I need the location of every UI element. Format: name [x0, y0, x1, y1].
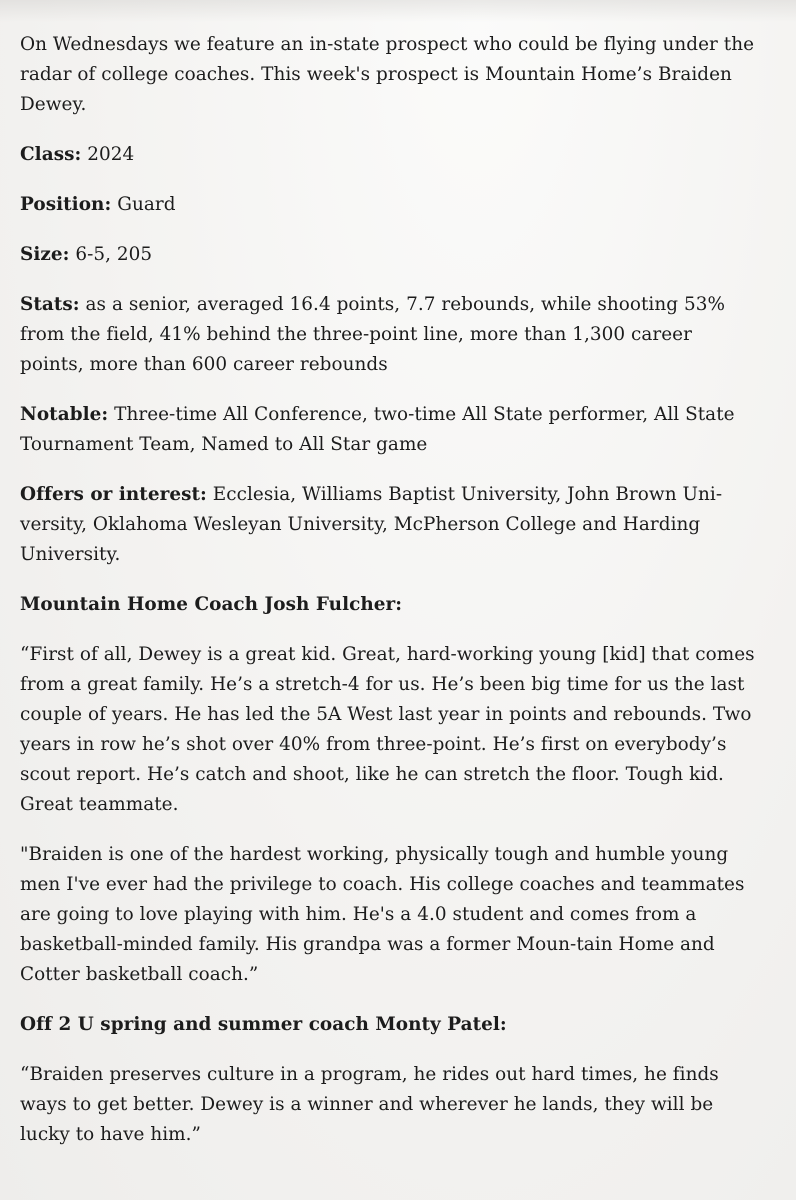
- coach2-quote: “Braiden preserves culture in a program, he rides out hard times, he finds ways to get better. Dewey is a winner and wherever he lands, they will be lucky to have him.”: [20, 1064, 719, 1145]
- position-value: Guard: [117, 194, 176, 215]
- size-label: Size:: [20, 244, 70, 265]
- paper-shadow: [0, 0, 796, 22]
- position-field: [20, 190, 758, 220]
- size-field: [20, 240, 758, 270]
- size-value: 6-5, 205: [75, 244, 153, 265]
- stats-value: as a senior, averaged 16.4 points, 7.7 rebounds, while shooting 53% from the field, 41% behind the three-point line, more than 1,300 career points, more than 600 career rebounds: [20, 294, 726, 375]
- notable-field: [20, 400, 758, 460]
- coach1-quote-1: “First of all, Dewey is a great kid. Great, hard-working young [kid] that comes from a great family. He’s a stretch-4 for us. He’s been big time for us the last couple of years. He has led the 5A West last year in points and rebounds. Two years in row he’s shot over 40% from three-point. He’s first on everybody’s scout report. He’s catch and shoot, like he can stretch the floor. Tough kid. Great teammate.: [20, 644, 755, 815]
- stats-field: [20, 290, 758, 380]
- class-value: 2024: [87, 144, 135, 165]
- coach2-heading: Off 2 U spring and summer coach Monty Patel:: [20, 1014, 507, 1035]
- offers-label: Offers or interest:: [20, 484, 207, 505]
- notable-label: Notable:: [20, 404, 109, 425]
- coach1-quote-2: "Braiden is one of the hardest working, physically tough and humble young men I've ever had the privilege to coach. His college coaches and teammates are going to love playing with him. He's a 4.0 student and comes from a basketball-minded family. His grandpa was a former Moun-tain Home and Cotter basketball coach.”: [20, 844, 745, 985]
- stats-label: Stats:: [20, 294, 80, 315]
- offers-field: [20, 480, 758, 570]
- class-label: Class:: [20, 144, 82, 165]
- class-field: [20, 140, 758, 170]
- intro-paragraph: On Wednesdays we feature an in-state prospect who could be flying under the radar of college coaches. This week's prospect is Mountain Home’s Braiden Dewey.: [20, 34, 755, 115]
- notable-value: Three-time All Conference, two-time All State performer, All State Tournament Team, Named to All Star game: [20, 404, 735, 455]
- position-label: Position:: [20, 194, 112, 215]
- coach1-heading: Mountain Home Coach Josh Fulcher:: [20, 594, 403, 615]
- offers-value: Ecclesia, Williams Baptist University, John Brown Uni-versity, Oklahoma Wesleyan University, McPherson College and Harding University.: [20, 484, 723, 565]
